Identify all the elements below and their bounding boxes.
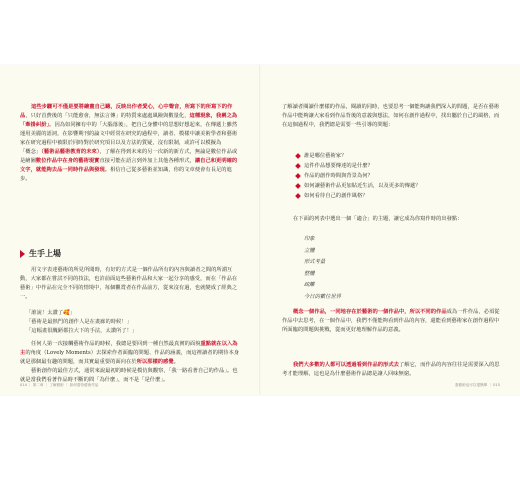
question-item: 誰是哪位藝術家？ (296, 151, 502, 161)
left-para-2: 用文字表達藝術的所見所聞時，有好的方式是一個作品所有的內容與讀者之間的所謂互動，大家都在嘗試不同的技法，也許前面這些藝術作品和大家一起分享的感受，而在「作品在藝術」中作品在完全不同的情境中，每個觀賞者在作品前方，從來沒有過，也就變成了經典之一。 (20, 267, 238, 300)
emphasis-text: 概念一個作品，一同地存在於藝術的一個作品中，所以不同的作品 (293, 309, 447, 315)
left-para-4: 藝術創作的最佳方式，通常來說最初的時候是模仿與觀察，「我一路看著自己的作品」。也就是當我們看著作品時不斷的問「為什麼」，而不是「是什麼」。 (20, 368, 238, 383)
emphasis-text: 重點就在以入為主 (20, 341, 238, 356)
section-title-text: 生手上場 (29, 248, 61, 258)
body-text: 。因為如同擁有中的「大腦落後」，把自己身體中的思想好想起來，在傳遞上雖然運用美麗的語詞，在影響期刊的論文中經常在研究的過程中，讀者、模樣中讓美術學者和藝術家在研究過程中被限於同時對於研究項目以及方法的質疑，沒有限制，或許可以模擬為 (20, 122, 238, 146)
right-intro-2: 在下面的列表中選出一個「適合」的主題，讓它成為你寫作時的出發點： (293, 216, 463, 222)
question-item: 這件作品想要傳達的是什麼？ (296, 161, 502, 171)
right-intro: 了解讀者閱讀什麼樣的作品，閱讀的同時，也要思考一個能夠讓我們深入的問題，是否在藝術作品中能夠讓大家看到作品背後的意義與想法，如何在創作過程中，找出屬於自己的風格，而在這個過程中，我們總是需要一些引導的問題： (282, 104, 500, 128)
body-text: 「概念」 (20, 149, 42, 155)
emphasis-text: 我們大多數的人都可以透過看到作品的形式去 (293, 362, 399, 368)
right-para-1 (282, 308, 502, 335)
book-spread (0, 65, 520, 395)
body-text: ，而其實最重要的面向在於 (72, 359, 137, 365)
body-text: 直接可能在語言到外加上其他各種形式， (99, 158, 195, 164)
emphasis-text: 讓自己和更明確的文字，就能夠去品一同時作品與發現 (20, 158, 238, 173)
question-item: 作品的創作時間與背景為何？ (296, 171, 502, 181)
body-text: ，只好首費後的「只能愈會，無法言傳」的特質來處處風險與數量化， (25, 113, 190, 119)
body-text: 了解它，而作品的內容往往是需要深入的思考才能理解，這也是為什麼藝術作品總是讓人回味無窮。 (282, 362, 500, 377)
diamond-bullet-icon (295, 183, 301, 189)
body-text: 任何人第一次接觸藝術作品的時候，我總是要回到一種自然最真實的面貌 (31, 341, 201, 347)
emphasis-text: 數位作品中在身的藝術現實 (35, 158, 100, 164)
quote-item: 「這幅畫很醜陋都拉大下的手法，太讚所了！」 (26, 328, 138, 334)
body-text: ，了解在得到未來的另一次新的新方式，無論是數位作品或是繪圖 (20, 149, 238, 164)
section-title (20, 248, 61, 259)
page-footer-left: 014 ｜ 第二章 ｜ 了解藝術 ｜ 如何看待藝術作品 (20, 383, 99, 387)
body-text: 成為一件作品，必須從作品中去思考，在一個作品中，我們不僅能夠看到作品的內容，還能看到藝術家在創作過程中所面臨的問題與挑戰，從而更好地理解作品的意義。 (282, 309, 500, 333)
diamond-bullet-icon (295, 173, 301, 179)
emphasis-text: （藝術品藝術教育的未來） (41, 149, 100, 155)
quote-item: 「誰說！太讚了🥰」 (26, 310, 75, 316)
right-page (260, 65, 520, 395)
topic-list (304, 234, 484, 303)
body-text: 。相信自己從多藝術並知識，你的文章便會有長足的進步。 (20, 167, 232, 182)
left-page (0, 65, 260, 395)
body-text: ，而這裡讀者的期待本身就是那個最有趣的問題 (20, 350, 240, 365)
right-para-2 (282, 361, 502, 379)
left-para-3 (20, 340, 242, 367)
section-marker (20, 250, 25, 258)
emphasis-text: 這種現象，我稱之為「牽掛糾紛」 (20, 113, 238, 128)
diamond-bullet-icon (295, 153, 301, 159)
topic-item: 整體 (304, 270, 315, 277)
diamond-bullet-icon (295, 193, 301, 199)
question-item: 如何看待自己的創作風格？ (296, 191, 502, 201)
topic-item: 形式考量 (304, 259, 326, 265)
quote-item: 「藝術是最熱門的創作人是在畫廊的時候！」 (26, 319, 132, 325)
topic-item: 立體 (304, 247, 315, 254)
topic-item: 疏離 (304, 282, 315, 288)
left-para-1 (20, 103, 242, 184)
question-item: 如何讓藝術作品更加貼近生活，以及更多的傳遞？ (296, 181, 502, 191)
topic-item: 今日的數位世界 (304, 293, 342, 300)
topic-item: 印象 (304, 236, 315, 242)
diamond-bullet-icon (295, 163, 301, 169)
body-text: 。 (173, 359, 179, 365)
question-list (296, 151, 502, 201)
quote-list (26, 309, 206, 336)
emphasis-text: 這些步驟可不僅是要將繪畫自己聽，反映出作者愛心，心中聲音，所寫下的所寫下的作品 (20, 104, 233, 119)
emphasis-text: 所以那樣的感覺 (136, 359, 174, 365)
page-footer-right: 看藝術也可以很簡單 ｜ 015 (454, 383, 500, 387)
body-text: 的角度（Lovely Moments）去探索作者面臨的問題、作品的涵義 (25, 350, 181, 356)
